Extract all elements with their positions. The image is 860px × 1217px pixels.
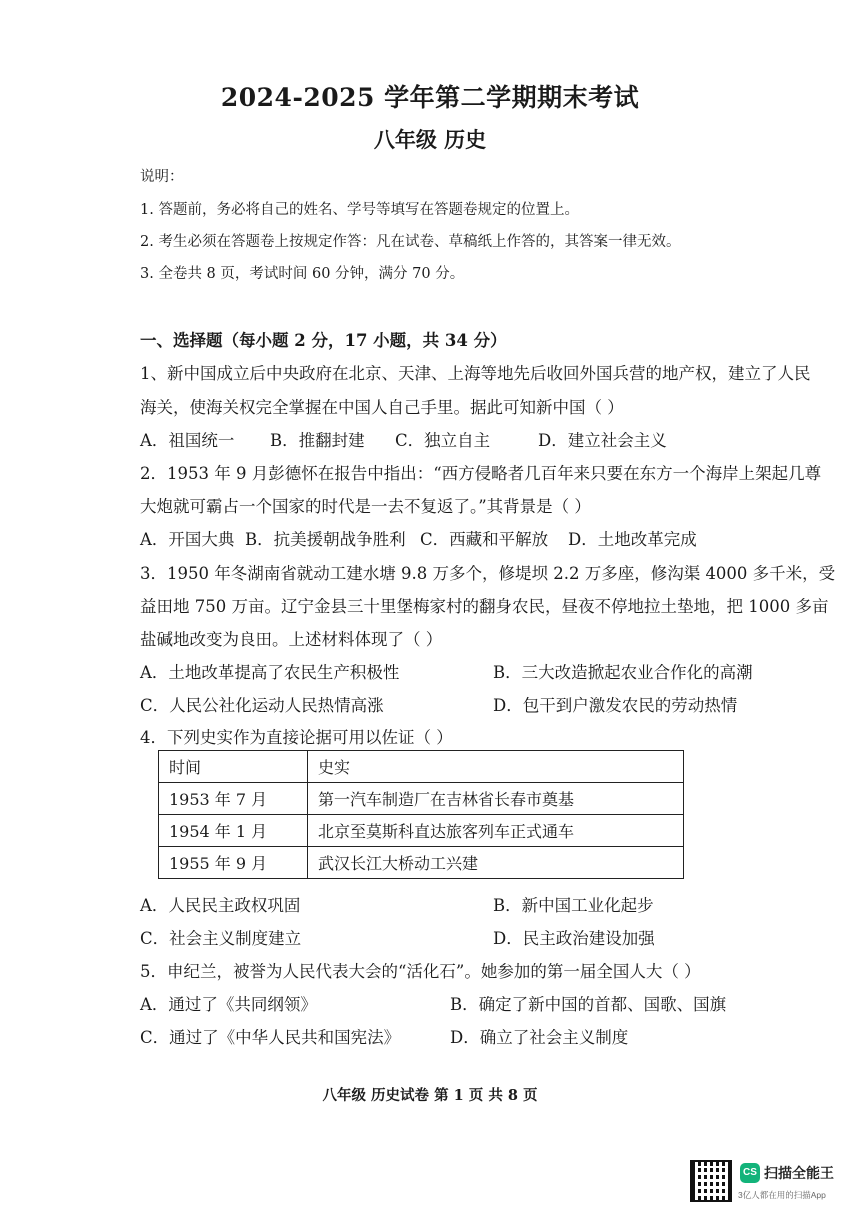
qr-code-icon [690, 1160, 732, 1202]
table-cell: 1953 年 7 月 [159, 783, 308, 815]
question-1-option-a: A．祖国统一 [140, 431, 235, 450]
question-2-line-2: 大炮就可霸占一个国家的时代是一去不复返了。”其背景是（ ） [140, 497, 591, 516]
question-2-line-1: 2．1953 年 9 月彭德怀在报告中指出：“西方侵略者几百年来只要在东方一个海岸上架起几尊 [140, 464, 822, 483]
section-heading: 一、选择题（每小题 2 分，17 小题，共 34 分） [140, 331, 507, 350]
exam-title: 2024-2025 学年第二学期期末考试 [220, 83, 640, 112]
question-5-option-d: D．确立了社会主义制度 [450, 1028, 629, 1047]
camscanner-tagline: 3亿人都在用的扫描App [738, 1190, 826, 1200]
question-3-option-d: D．包干到户激发农民的劳动热情 [493, 696, 738, 715]
question-1-line-2: 海关，使海关权完全掌握在中国人自己手里。据此可知新中国（ ） [140, 398, 624, 417]
question-4-option-d: D．民主政治建设加强 [493, 929, 655, 948]
question-5-option-a: A．通过了《共同纲领》 [140, 995, 317, 1014]
instruction-item: 2. 考生必须在答题卷上按规定作答：凡在试卷、草稿纸上作答的，其答案一律无效。 [140, 234, 681, 250]
question-4-option-a: A．人民民主政权巩固 [140, 896, 301, 915]
question-3-line-3: 盐碱地改变为良田。上述材料体现了（ ） [140, 630, 443, 649]
question-3-line-1: 3．1950 年冬湖南省就动工建水塘 9.8 万多个，修堤坝 2.2 万多座，修沟渠 4000 多千米，受 [140, 564, 836, 583]
table-cell: 1955 年 9 月 [159, 847, 308, 879]
table-cell: 1954 年 1 月 [159, 815, 308, 847]
question-2-option-c: C．西藏和平解放 [420, 530, 549, 549]
table-cell: 武汉长江大桥动工兴建 [308, 847, 684, 879]
question-5-option-c: C．通过了《中华人民共和国宪法》 [140, 1028, 401, 1047]
table-row [159, 847, 684, 879]
table-row [159, 783, 684, 815]
instruction-item: 1. 答题前，务必将自己的姓名、学号等填写在答题卷规定的位置上。 [140, 202, 579, 218]
table-header-cell: 时间 [159, 751, 308, 783]
question-4-option-b: B．新中国工业化起步 [493, 896, 654, 915]
page-footer: 八年级 历史试卷 第 1 页 共 8 页 [322, 1087, 538, 1104]
camscanner-logo-icon: CS [740, 1163, 760, 1183]
instructions-heading: 说明： [140, 169, 184, 185]
question-3-option-c: C．人民公社化运动人民热情高涨 [140, 696, 384, 715]
camscanner-name: 扫描全能王 [764, 1165, 834, 1181]
exam-subtitle: 八年级 历史 [373, 127, 487, 152]
question-3-option-b: B．三大改造掀起农业合作化的高潮 [493, 663, 753, 682]
question-2-option-a: A．开国大典 [140, 530, 235, 549]
question-5-option-b: B．确定了新中国的首都、国歌、国旗 [450, 995, 727, 1014]
instruction-item: 3. 全卷共 8 页，考试时间 60 分钟，满分 70 分。 [140, 266, 465, 282]
table-header-row [159, 751, 684, 783]
history-facts-table [158, 750, 684, 879]
question-3-line-2: 益田地 750 万亩。辽宁金县三十里堡梅家村的翻身农民，昼夜不停地拉土垫地，把 1000 多亩 [140, 597, 829, 616]
table-cell: 北京至莫斯科直达旅客列车正式通车 [308, 815, 684, 847]
question-1-option-d: D．建立社会主义 [538, 431, 667, 450]
table-header-cell: 史实 [308, 751, 684, 783]
question-5-line-1: 5．申纪兰，被誉为人民代表大会的“活化石”。她参加的第一届全国人大（ ） [140, 962, 701, 981]
question-4-line-1: 4．下列史实作为直接论据可用以佐证（ ） [140, 728, 453, 747]
question-4-option-c: C．社会主义制度建立 [140, 929, 302, 948]
table-cell: 第一汽车制造厂在吉林省长春市奠基 [308, 783, 684, 815]
question-1-line-1: 1、新中国成立后中央政府在北京、天津、上海等地先后收回外国兵营的地产权，建立了人民 [140, 364, 811, 383]
question-3-option-a: A．土地改革提高了农民生产积极性 [140, 663, 400, 682]
question-1-option-b: B．推翻封建 [270, 431, 365, 450]
question-2-option-b: B．抗美援朝战争胜利 [245, 530, 406, 549]
question-1-option-c: C．独立自主 [395, 431, 491, 450]
question-2-option-d: D．土地改革完成 [568, 530, 697, 549]
table-row [159, 815, 684, 847]
